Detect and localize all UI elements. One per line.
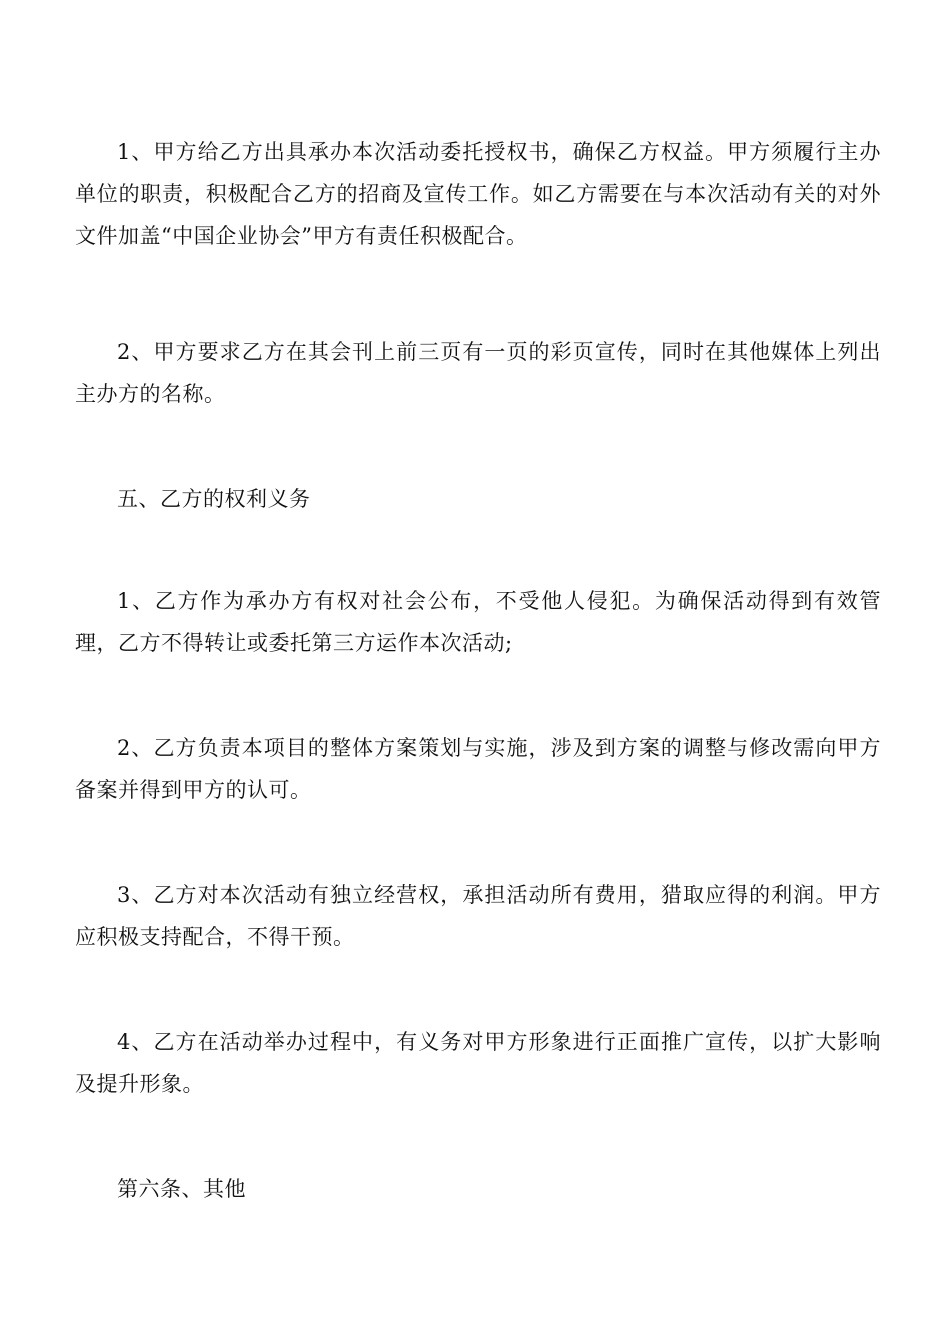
paragraph-party-a-authorization: 1、甲方给乙方出具承办本次活动委托授权书，确保乙方权益。甲方须履行主办单位的职责，积极配合乙方的招商及宣传工作。如乙方需要在与本次活动有关的对外文件加盖“中国企业协会”甲方有责任积极配合。 — [75, 140, 881, 248]
section-heading-other: 第六条、其他 — [117, 1177, 246, 1201]
paragraph-party-b-rights-1: 1、乙方作为承办方有权对社会公布，不受他人侵犯。为确保活动得到有效管理，乙方不得转让或委托第三方运作本次活动; — [75, 589, 881, 655]
paragraph-party-b-rights-2: 2、乙方负责本项目的整体方案策划与实施，涉及到方案的调整与修改需向甲方备案并得到甲方的认可。 — [75, 736, 881, 802]
paragraph-party-b-rights-3: 3、乙方对本次活动有独立经营权，承担活动所有费用，猎取应得的利润。甲方应积极支持配合，不得干预。 — [75, 883, 881, 949]
paragraph-party-b-rights-4: 4、乙方在活动举办过程中，有义务对甲方形象进行正面推广宣传，以扩大影响及提升形象。 — [75, 1030, 881, 1096]
section-heading-party-b-rights: 五、乙方的权利义务 — [117, 487, 311, 511]
paragraph-party-a-publicity: 2、甲方要求乙方在其会刊上前三页有一页的彩页宣传，同时在其他媒体上列出主办方的名称。 — [75, 340, 881, 406]
